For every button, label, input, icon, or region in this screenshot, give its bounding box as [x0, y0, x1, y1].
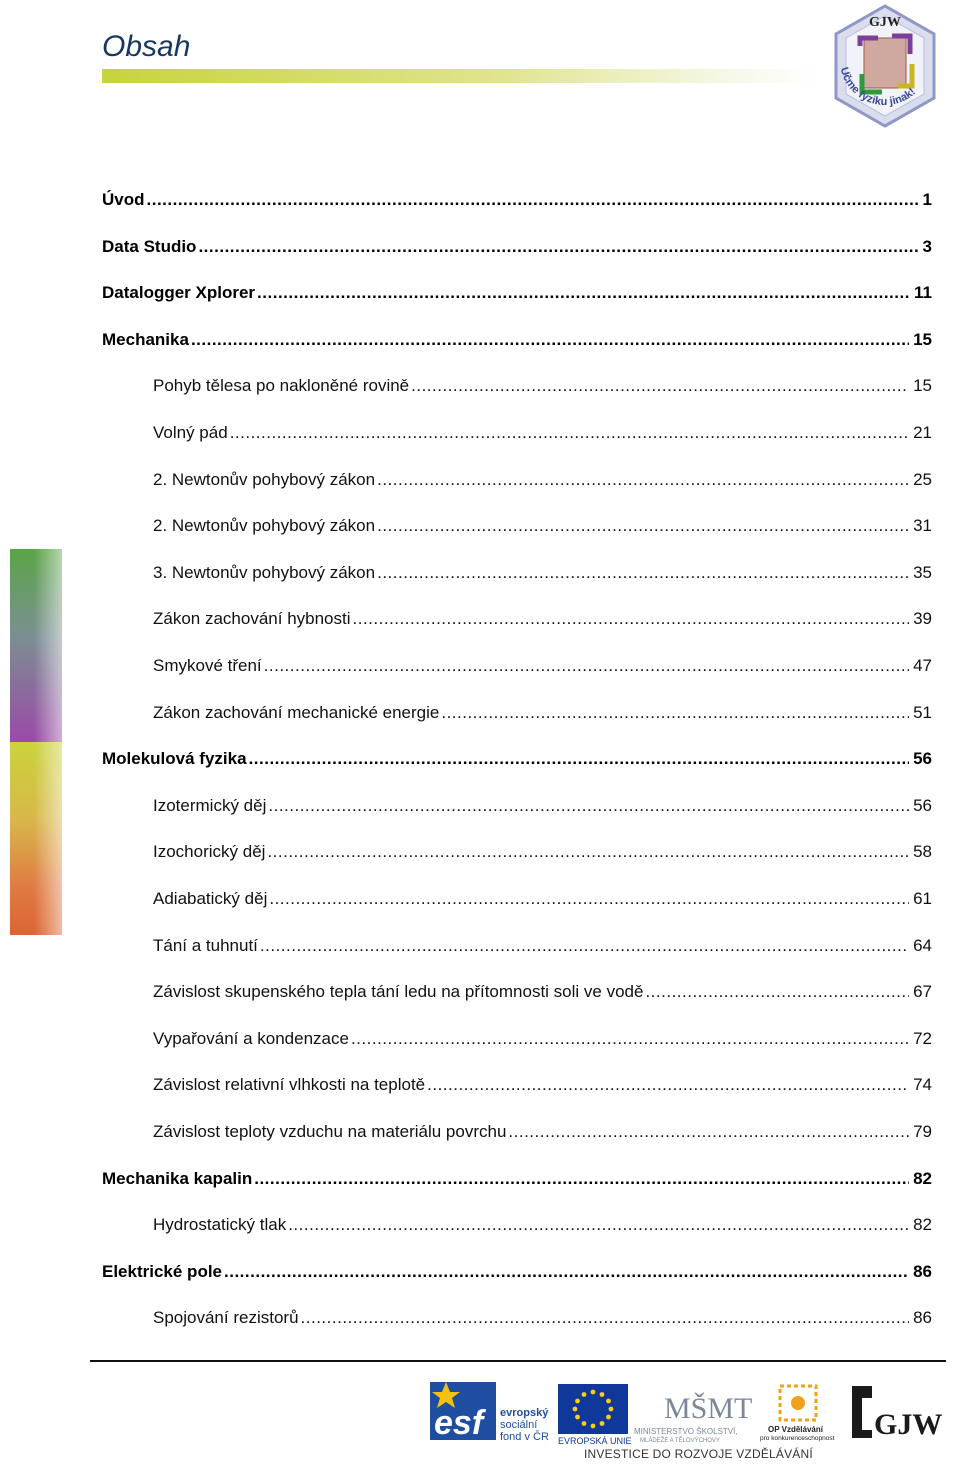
toc-section-row[interactable]: [153, 980, 932, 1004]
toc-page-number: 86: [913, 1262, 932, 1281]
toc-page-number: 11: [914, 283, 932, 302]
toc-dot-leader: [191, 328, 909, 352]
toc-dot-leader: [249, 747, 910, 771]
toc-entry-label: Smykové tření: [153, 656, 262, 675]
toc-page-number: 82: [913, 1215, 932, 1234]
toc-dot-leader: [288, 1213, 909, 1237]
toc-page-number: 86: [913, 1308, 932, 1327]
toc-section-row[interactable]: [153, 1120, 932, 1144]
toc-chapter-row[interactable]: [102, 281, 932, 305]
toc-section-row[interactable]: [153, 1073, 932, 1097]
esf-logo-icon: [430, 1382, 549, 1443]
footer-caption: INVESTICE DO ROZVOJE VZDĚLÁVÁNÍ: [584, 1447, 813, 1461]
toc-page-number: 56: [913, 796, 932, 815]
toc-dot-leader: [377, 561, 909, 585]
toc-dot-leader: [257, 281, 910, 305]
toc-entry-label: Datalogger Xplorer: [102, 283, 256, 302]
toc-section-row[interactable]: [153, 840, 932, 864]
toc-page-number: 72: [913, 1029, 932, 1048]
toc-chapter-row[interactable]: [102, 235, 932, 259]
eu-flag-icon: [558, 1384, 632, 1446]
logo-brand: GJW: [869, 15, 901, 30]
toc-page-number: 15: [913, 330, 932, 349]
logo-ring-text: Učme fyziku jinak!: [837, 65, 918, 109]
toc-dot-leader: [267, 840, 909, 864]
toc-chapter-row[interactable]: [102, 1167, 932, 1191]
esf-mark: esf: [434, 1404, 484, 1442]
msmt-logo-icon: [634, 1392, 752, 1444]
toc-section-row[interactable]: [153, 934, 932, 958]
eu-label: EVROPSKÁ UNIE: [558, 1436, 632, 1446]
msmt-line-1: MINISTERSTVO ŠKOLSTVÍ,: [634, 1427, 738, 1436]
decorative-side-bar-bottom: [10, 742, 62, 935]
toc-entry-label: 2. Newtonův pohybový zákon: [153, 516, 376, 535]
toc-dot-leader: [198, 235, 918, 259]
toc-page-number: 47: [913, 656, 932, 675]
toc-dot-leader: [268, 794, 909, 818]
toc-entry-label: Izochorický děj: [153, 842, 266, 861]
toc-dot-leader: [508, 1120, 909, 1144]
toc-page-number: 82: [913, 1169, 932, 1188]
toc-section-row[interactable]: [153, 374, 932, 398]
toc-chapter-row[interactable]: [102, 1260, 932, 1284]
toc-section-row[interactable]: [153, 654, 932, 678]
gjw-mark: GJW: [874, 1408, 943, 1441]
decorative-side-bar-top: [10, 549, 62, 742]
toc-page-number: 3: [922, 237, 932, 256]
toc-entry-label: Zákon zachování mechanické energie: [153, 703, 440, 722]
esf-line-2: sociální: [500, 1419, 538, 1431]
toc-entry-label: Mechanika: [102, 330, 189, 349]
toc-page-number: 64: [913, 936, 932, 955]
msmt-line-2: MLÁDEŽE A TĚLOVÝCHOVY: [640, 1438, 720, 1444]
toc-section-row[interactable]: [153, 421, 932, 445]
toc-dot-leader: [147, 188, 919, 212]
toc-dot-leader: [224, 1260, 909, 1284]
toc-entry-label: Izotermický děj: [153, 796, 267, 815]
toc-entry-label: Hydrostatický tlak: [153, 1215, 287, 1234]
toc-entry-label: Volný pád: [153, 423, 228, 442]
toc-entry-label: Molekulová fyzika: [102, 749, 247, 768]
toc-section-row[interactable]: [153, 468, 932, 492]
toc-entry-label: Mechanika kapalin: [102, 1169, 253, 1188]
toc-page-number: 74: [913, 1075, 932, 1094]
op-line-2: pro konkurenceschopnost: [760, 1435, 835, 1442]
toc-section-row[interactable]: [153, 561, 932, 585]
footer-divider: [90, 1360, 946, 1362]
toc-dot-leader: [230, 421, 909, 445]
toc-dot-leader: [377, 514, 909, 538]
toc-dot-leader: [254, 1167, 909, 1191]
toc-dot-leader: [427, 1073, 909, 1097]
toc-entry-label: 3. Newtonův pohybový zákon: [153, 563, 376, 582]
toc-page-number: 58: [913, 842, 932, 861]
toc-entry-label: Úvod: [102, 190, 145, 209]
toc-entry-label: Adiabatický děj: [153, 889, 268, 908]
toc-section-row[interactable]: [153, 887, 932, 911]
toc-dot-leader: [351, 1027, 909, 1051]
toc-section-row[interactable]: [153, 794, 932, 818]
toc-dot-leader: [411, 374, 909, 398]
page-title: Obsah: [102, 30, 191, 63]
toc-page-number: 15: [913, 376, 932, 395]
toc-entry-label: Data Studio: [102, 237, 197, 256]
toc-section-row[interactable]: [153, 701, 932, 725]
esf-line-1: evropský: [500, 1407, 549, 1419]
toc-section-row[interactable]: [153, 514, 932, 538]
toc-page-number: 61: [913, 889, 932, 908]
toc-page-number: 67: [913, 982, 932, 1001]
msmt-mark: MŠMT: [664, 1392, 753, 1425]
toc-entry-label: Závislost relativní vlhkosti na teplotě: [153, 1075, 426, 1094]
toc-dot-leader: [353, 607, 910, 631]
toc-section-row[interactable]: [153, 1306, 932, 1330]
esf-line-3: fond v ČR: [500, 1431, 549, 1443]
op-logo-icon: [760, 1386, 835, 1442]
toc-dot-leader: [264, 654, 909, 678]
toc-page-number: 79: [913, 1122, 932, 1141]
toc-chapter-row[interactable]: [102, 328, 932, 352]
toc-page-number: 21: [913, 423, 932, 442]
title-underline-bar: [102, 69, 820, 83]
toc-section-row[interactable]: [153, 1213, 932, 1237]
toc-dot-leader: [301, 1306, 910, 1330]
toc-section-row[interactable]: [153, 607, 932, 631]
toc-entry-label: Vypařování a kondenzace: [153, 1029, 349, 1048]
toc-dot-leader: [260, 934, 909, 958]
toc-entry-label: Spojování rezistorů: [153, 1308, 299, 1327]
toc-entry-label: Zákon zachování hybnosti: [153, 609, 351, 628]
toc-page-number: 51: [913, 703, 932, 722]
toc-entry-label: Závislost teploty vzduchu na materiálu povrchu: [153, 1122, 507, 1141]
toc-section-row[interactable]: [153, 1027, 932, 1051]
toc-dot-leader: [645, 980, 909, 1004]
toc-page-number: 56: [913, 749, 932, 768]
toc-chapter-row[interactable]: [102, 188, 932, 212]
toc-entry-label: 2. Newtonův pohybový zákon: [153, 470, 376, 489]
toc-page-number: 25: [913, 470, 932, 489]
toc-entry-label: Závislost skupenského tepla tání ledu na přítomnosti soli ve vodě: [153, 982, 644, 1001]
op-line-1: OP Vzdělávání: [768, 1425, 823, 1434]
toc-page-number: 1: [922, 190, 932, 209]
toc-entry-label: Tání a tuhnutí: [153, 936, 258, 955]
toc-dot-leader: [441, 701, 909, 725]
toc-page-number: 31: [913, 516, 932, 535]
toc-entry-label: Pohyb tělesa po nakloněné rovině: [153, 376, 410, 395]
toc-entry-label: Elektrické pole: [102, 1262, 223, 1281]
toc-chapter-row[interactable]: [102, 747, 932, 771]
toc-page-number: 35: [913, 563, 932, 582]
toc-page-number: 39: [913, 609, 932, 628]
gjw-school-logo-icon: [818, 2, 952, 130]
toc-dot-leader: [377, 468, 909, 492]
toc-dot-leader: [269, 887, 909, 911]
gjw-footer-logo-icon: [852, 1386, 942, 1441]
